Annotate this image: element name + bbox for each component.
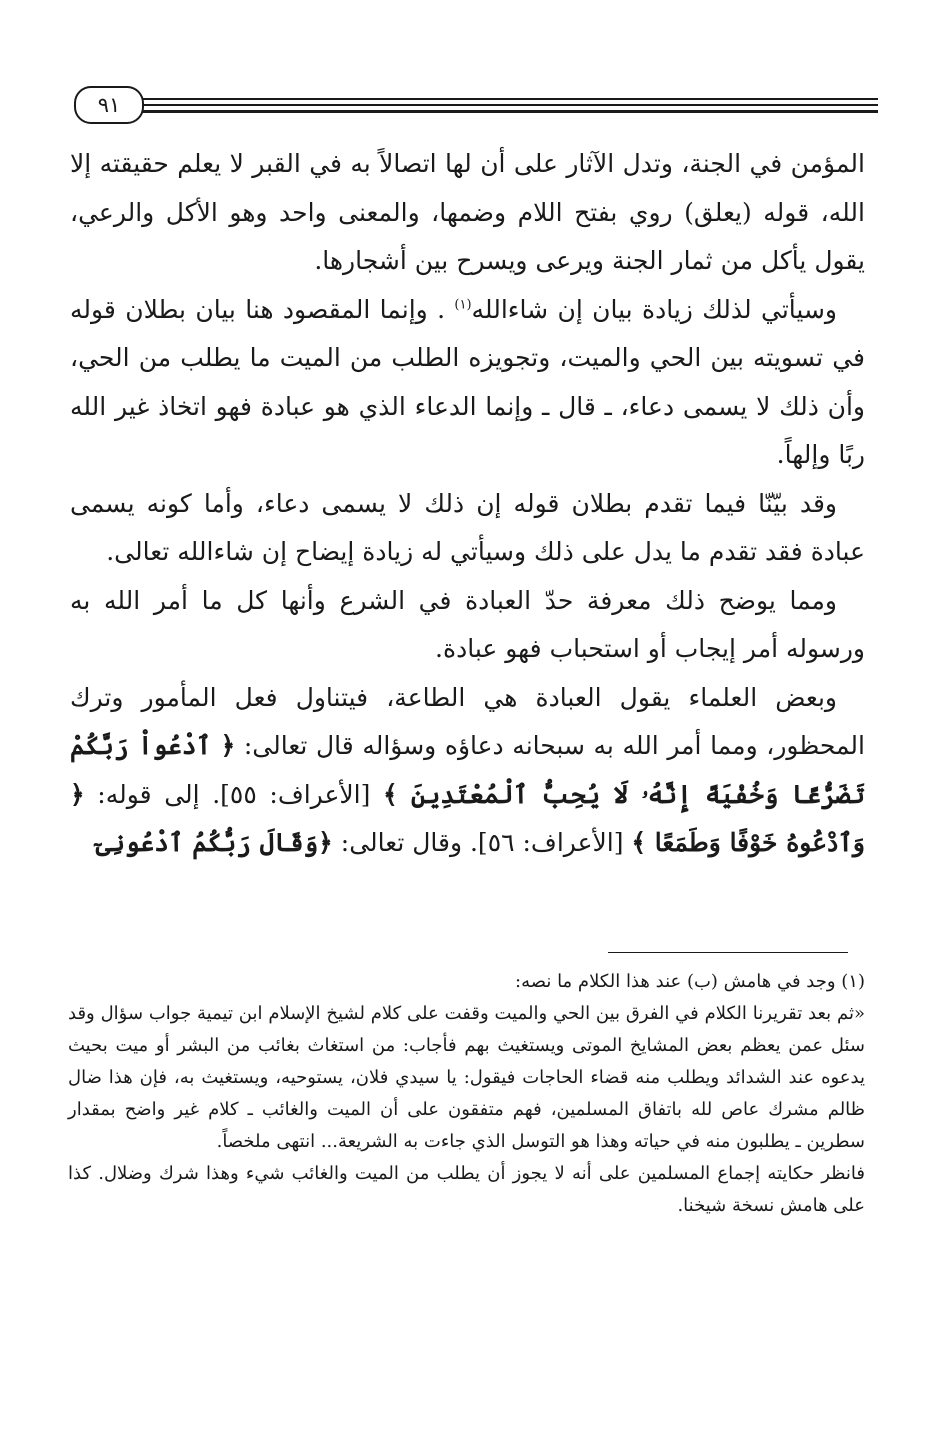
verse-reference: [الأعراف: ٥٥]. إلى قوله: — [84, 779, 383, 809]
quran-verse: ﴿ ٱدْعُواْ رَبَّكُمْ تَضَرُّعًا وَخُفْيَةً إِنَّهُۥ لَا يُحِبُّ ٱلْمُعْتَدِينَ ﴾ — [70, 731, 865, 809]
paragraph: وقد بيّنّا فيما تقدم بطلان قوله إن ذلك لا يسمى دعاء، وأما كونه يسمى عبادة فقد تقدم ما يدل على ذلك وسيأتي له زيادة إيضاح إن شاءالله تعالى. — [70, 488, 865, 566]
quran-verse: ﴿وَقَالَ رَبُّكُمُ ٱدْعُونِىٓ — [95, 828, 333, 857]
header-rule — [134, 98, 878, 100]
footnotes — [68, 966, 865, 1222]
verse-reference: [الأعراف: ٥٦]. وقال تعالى: — [332, 828, 632, 857]
header-rule — [134, 104, 878, 106]
paragraph — [70, 674, 865, 868]
footnote-line: فانظر حكايته إجماع المسلمين على أنه لا يجوز أن يطلب من الميت والغائب شيء وهذا شرك وضلال. كذا على هامش نسخة شيخنا. — [68, 1163, 865, 1216]
footnote-line: «ثم بعد تقريرنا الكلام في الفرق بين الحي والميت وقفت على كلام لشيخ الإسلام ابن تيمية جواب سؤال وقد سئل عمن يعظم بعض المشايخ الموتى ويستغيث بهم فأجاب: من استغاث بغائب من البشر أو ميت بحيث يدعوه عند الشدائد ويطلب منه قضاء الحاجات فيقول: يا سيدي فلان، يستوحيه، ويستغيث به، فإن هذا ضال ظالم مشرك عاص لله باتفاق المسلمين، فهم متفقون على أن الميت والغائب ـ كلام غير واضح بمقدار سطرين ـ يطلبون منه في حياته وهذا هو التوسل الذي جاءت به الشريعة... انتهى ملخصاً. — [68, 1003, 865, 1152]
quran-verse: ﴿ وَٱدْعُوهُ خَوْفًا وَطَمَعًا ﴾ — [70, 779, 865, 857]
header-rule — [134, 110, 878, 113]
page-header — [74, 86, 878, 126]
paragraph-text: وبعض العلماء يقول العبادة هي الطاعة، فيتناول فعل المأمور وترك المحظور، ومما أمر الله به سبحانه دعاؤه وسؤاله قال تعالى: — [70, 682, 865, 760]
footnote-marker[interactable]: (١) — [454, 297, 472, 313]
paragraph-text: . وإنما المقصود هنا بيان بطلان قوله في تسويته بين الحي والميت، وتجويزه الطلب من الميت ما يطلب من الحي، وأن ذلك لا يسمى دعاء، ـ قال ـ وإنما الدعاء الذي هو عبادة فهو اتخاذ غير الله ربًا وإلهاً. — [70, 294, 865, 469]
paragraph: ومما يوضح ذلك معرفة حدّ العبادة في الشرع وأنها كل ما أمر الله به ورسوله أمر إيجاب أو استحباب فهو عبادة. — [70, 585, 865, 663]
page-number: ٩١ — [74, 86, 144, 124]
paragraph — [70, 286, 865, 480]
footnote-separator — [608, 952, 848, 953]
paragraph-text: وسيأتي لذلك زيادة بيان إن شاءالله — [471, 294, 837, 324]
paragraph: المؤمن في الجنة، وتدل الآثار على أن لها اتصالاً به في القبر لا يعلم حقيقته إلا الله، قوله (يعلق) روي بفتح اللام وضمها، والمعنى واحد وهو الأكل والرعي، يقول يأكل من ثمار الجنة ويرعى ويسرح بين أشجارها. — [70, 149, 865, 275]
footnote-line: (١) وجد في هامش (ب) عند هذا الكلام ما نصه: — [515, 971, 865, 992]
main-text — [70, 140, 865, 868]
